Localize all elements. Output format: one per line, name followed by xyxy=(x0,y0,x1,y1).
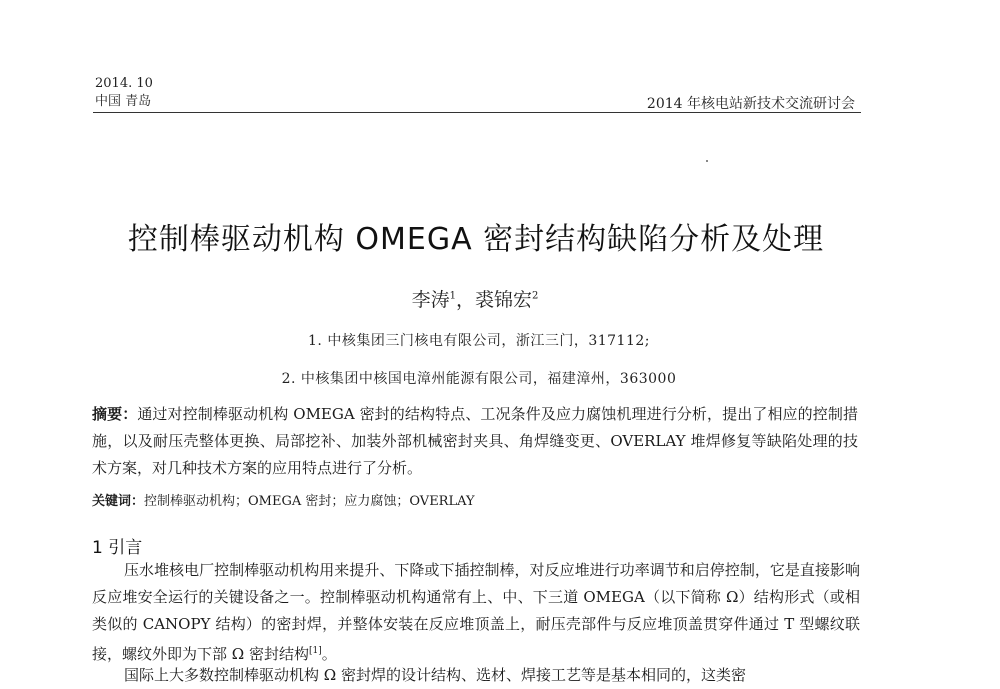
abstract-label: 摘要： xyxy=(92,405,138,423)
author-2-affil-mark: 2 xyxy=(532,290,539,302)
paragraph-1-text: 压水堆核电厂控制棒驱动机构用来提升、下降或下插控制棒，对反应堆进行功率调节和启停控制，它是直接影响反应堆安全运行的关键设备之一。控制棒驱动机构通常有上、中、下三道 OMEGA（以下简称 Ω）结构形式（或相类似的 CANOPY 结构）的密封焊，并整体安装在反应堆顶盖上，耐压壳部件与反应堆顶盖贯穿件通过 T 型螺纹联接，螺纹外即为下部 Ω 密封结构 xyxy=(92,561,860,663)
keywords-label: 关键词： xyxy=(92,494,145,509)
author-1: 李涛 xyxy=(411,289,450,311)
keywords-text: 控制棒驱动机构；OMEGA 密封；应力腐蚀；OVERLAY xyxy=(144,494,475,509)
author-separator: ， xyxy=(455,289,475,311)
citation-ref: [1] xyxy=(308,646,322,656)
section-heading: 1 引言 xyxy=(92,538,143,558)
abstract xyxy=(92,401,858,482)
header-date: 2014. 10 xyxy=(95,76,153,91)
author-line xyxy=(0,285,950,312)
keywords xyxy=(92,490,858,509)
header-rule xyxy=(93,112,861,113)
author-2: 裘锦宏 xyxy=(475,289,533,311)
paragraph-1-end: 。 xyxy=(321,645,337,663)
affiliation-1: 1. 中核集团三门核电有限公司，浙江三门，317112; xyxy=(308,333,650,349)
header-location: 中国 青岛 xyxy=(95,94,152,109)
header-conference: 2014 年核电站新技术交流研讨会 xyxy=(646,96,855,112)
paper-title: 控制棒驱动机构 OMEGA 密封结构缺陷分析及处理 xyxy=(127,222,825,257)
scan-speck xyxy=(706,160,708,162)
body-paragraph-2: 国际上大多数控制棒驱动机构 Ω 密封焊的设计结构、选材、焊接工艺等是基本相同的，这类密 xyxy=(124,666,746,684)
body-paragraph-1 xyxy=(92,557,860,668)
affiliation-2: 2. 中核集团中核国电漳州能源有限公司，福建漳州，363000 xyxy=(281,371,677,387)
author-1-affil-mark: 1 xyxy=(449,290,456,302)
abstract-text: 通过对控制棒驱动机构 OMEGA 密封的结构特点、工况条件及应力腐蚀机理进行分析，提出了相应的控制措施，以及耐压壳整体更换、局部挖补、加装外部机械密封夹具、角焊缝变更、OVERLAY 堆焊修复等缺陷处理的技术方案，对几种技术方案的应用特点进行了分析。 xyxy=(92,405,858,477)
header-left xyxy=(95,75,153,111)
